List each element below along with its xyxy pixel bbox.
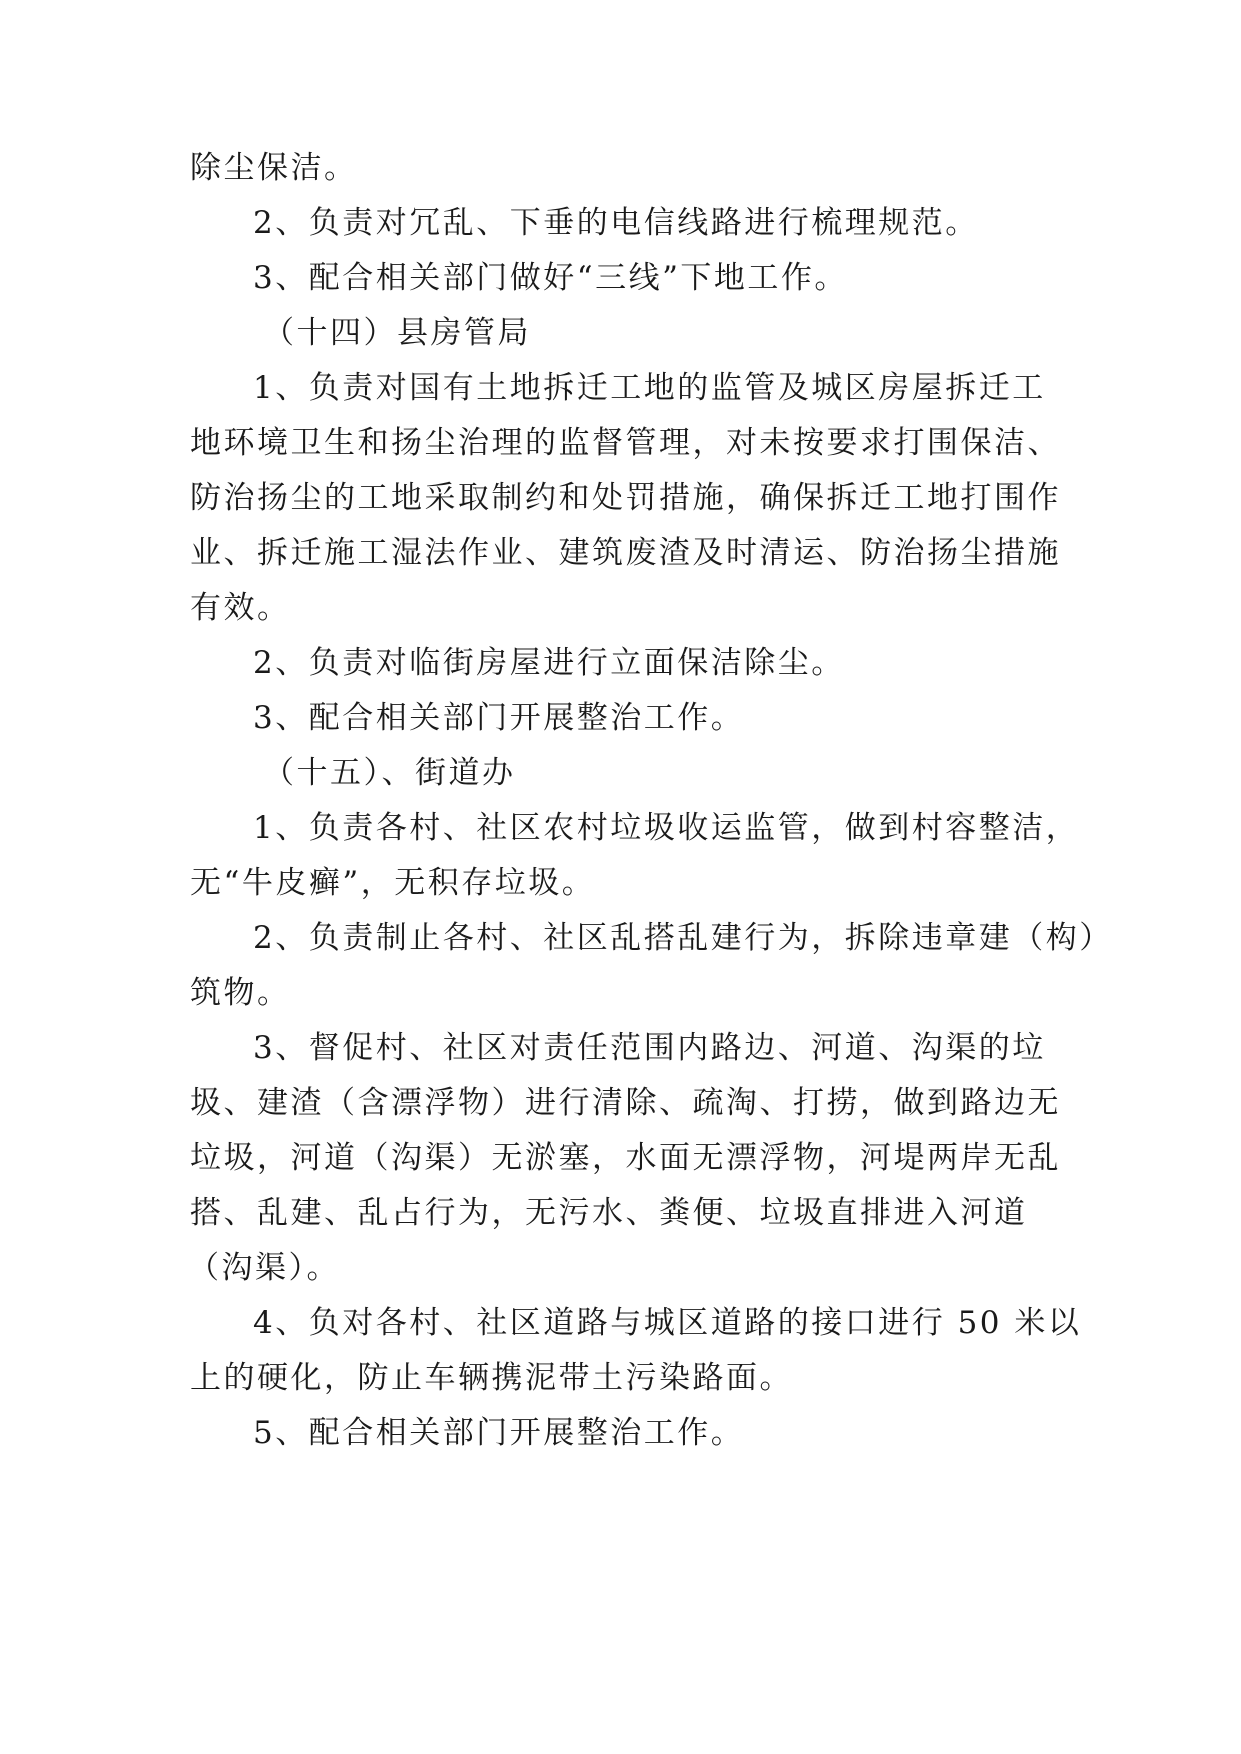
paragraph-line: 2、负责制止各村、社区乱搭乱建行为，拆除违章建（构） [253, 920, 1113, 956]
paragraph-line: 3、配合相关部门开展整治工作。 [253, 700, 745, 736]
paragraph-line: 3、督促村、社区对责任范围内路边、河道、沟渠的垃 [253, 1030, 1046, 1066]
paragraph-line: 3、配合相关部门做好“三线”下地工作。 [253, 260, 848, 296]
section-heading: （十五）、街道办 [263, 755, 516, 791]
paragraph-line: 圾、建渣（含漂浮物）进行清除、疏淘、打捞，做到路边无 [190, 1085, 1061, 1121]
paragraph-line: 地环境卫生和扬尘治理的监督管理，对未按要求打围保洁、 [190, 425, 1061, 461]
paragraph-line: 业、拆迁施工湿法作业、建筑废渣及时清运、防治扬尘措施 [190, 535, 1061, 571]
paragraph-line: 搭、乱建、乱占行为，无污水、粪便、垃圾直排进入河道 [190, 1195, 1028, 1231]
paragraph-line: 上的硬化，防止车辆携泥带土污染路面。 [190, 1360, 793, 1396]
paragraph-line: 1、负责对国有土地拆迁工地的监管及城区房屋拆迁工 [253, 370, 1046, 406]
paragraph-line: 垃圾，河道（沟渠）无淤塞，水面无漂浮物，河堤两岸无乱 [190, 1140, 1061, 1176]
paragraph-line: 5、配合相关部门开展整治工作。 [253, 1415, 745, 1451]
paragraph-line: 4、负对各村、社区道路与城区道路的接口进行 50 米以 [253, 1305, 1082, 1341]
paragraph-line: 有效。 [190, 590, 291, 626]
paragraph-line: 除尘保洁。 [190, 150, 358, 186]
paragraph-line: 筑物。 [190, 975, 291, 1011]
section-heading: （十四）县房管局 [263, 315, 531, 351]
paragraph-line: （沟渠）。 [188, 1250, 340, 1286]
paragraph-line: 防治扬尘的工地采取制约和处罚措施，确保拆迁工地打围作 [190, 480, 1061, 516]
paragraph-line: 2、负责对临街房屋进行立面保洁除尘。 [253, 645, 845, 681]
paragraph-line: 2、负责对冗乱、下垂的电信线路进行梳理规范。 [253, 205, 979, 241]
paragraph-line: 1、负责各村、社区农村垃圾收运监管，做到村容整洁， [253, 810, 1080, 846]
paragraph-line: 无“牛皮癣”，无积存垃圾。 [190, 865, 596, 901]
